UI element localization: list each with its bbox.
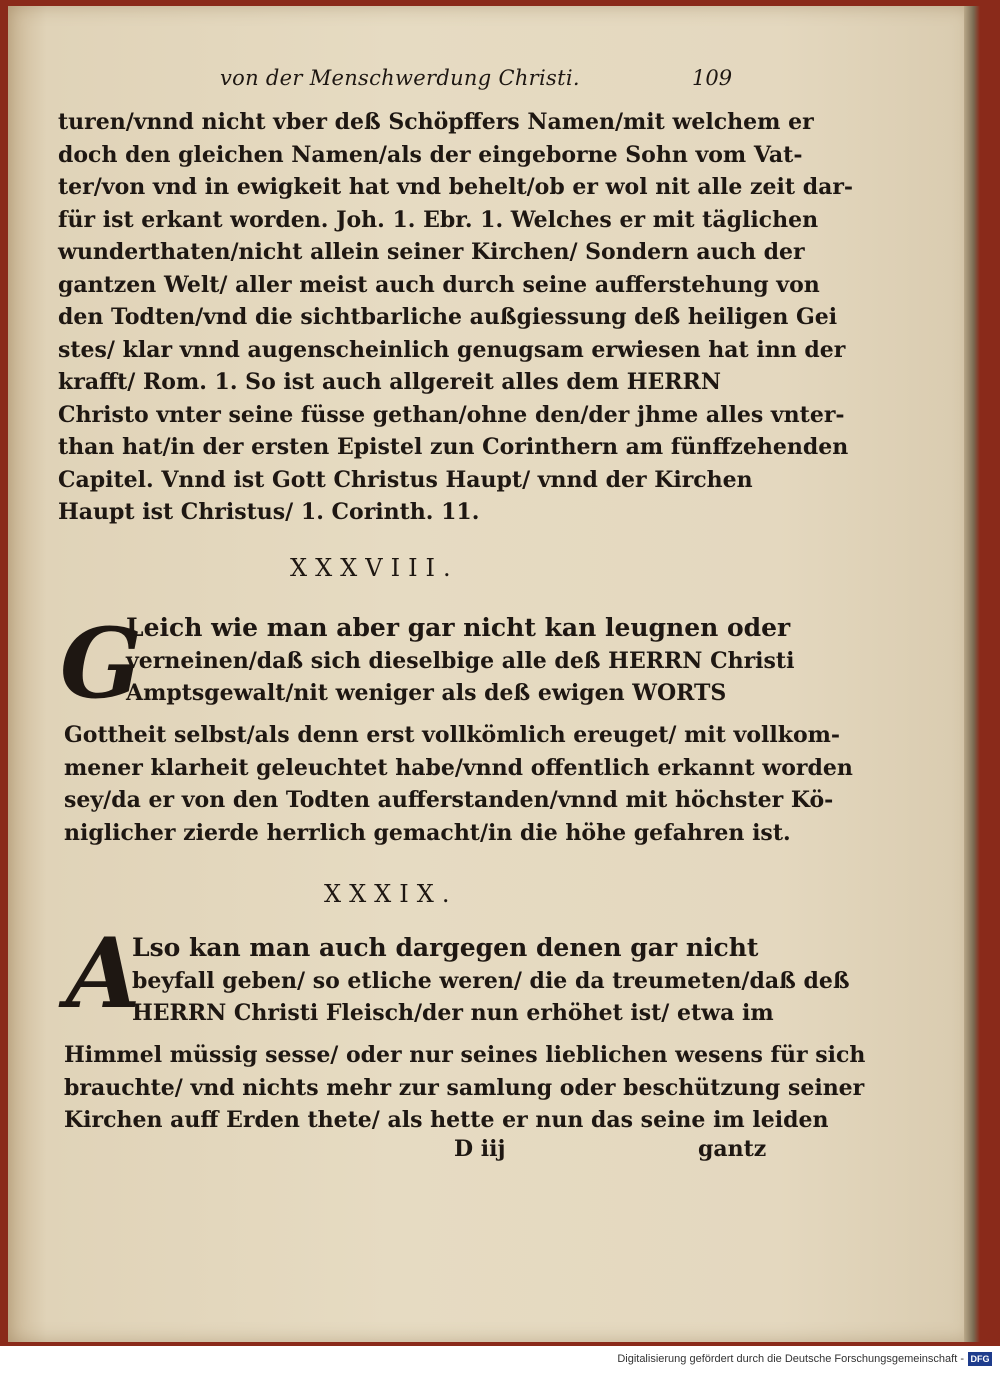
text-line: Lso kan man auch dargegen denen gar nicht (132, 933, 759, 962)
funding-credit: Digitalisierung gefördert durch die Deutsche Forschungsgemeinschaft - (617, 1353, 964, 1365)
text-line: Himmel müssig sesse/ oder nur seines lieblichen wesens für sich (64, 1042, 866, 1068)
text-line: stes/ klar vnnd augenscheinlich genugsam erwiesen hat inn der (58, 336, 846, 363)
text-line: verneinen/daß sich dieselbige alle deß HERRN Christi (126, 647, 795, 674)
text-line: beyfall geben/ so etliche weren/ die da treumeten/daß deß (132, 967, 850, 994)
text-line: niglicher zierde herrlich gemacht/in die höhe gefahren ist. (64, 819, 791, 846)
section-38-initial-lines (126, 612, 795, 710)
text-line: ter/von vnd in ewigkeit hat vnd behelt/ob er wol nit alle zeit dar- (58, 174, 854, 200)
drop-cap-initial: G (60, 607, 142, 720)
dfg-logo-icon: DFG (968, 1352, 992, 1366)
text-line: doch den gleichen Namen/als der eingeborne Sohn vom Vat- (58, 141, 803, 168)
text-line: wunderthaten/nicht allein seiner Kirchen/ Sondern auch der (58, 239, 805, 265)
text-line: Amptsgewalt/nit weniger als deß ewigen WORTS (126, 680, 727, 706)
text-line: brauchte/ vnd nichts mehr zur samlung oder beschützung seiner (64, 1074, 865, 1101)
section-39-paragraph (64, 1039, 866, 1137)
section-heading-38: XXXVIII. (290, 554, 459, 582)
text-line: gantzen Welt/ aller meist auch durch seine aufferstehung von (58, 271, 820, 298)
text-line: than hat/in der ersten Epistel zun Corinthern am fünffzehenden (58, 434, 849, 460)
text-line: Gottheit selbst/als denn erst vollkömlich ereuget/ mit vollkom- (64, 722, 841, 748)
footer (0, 1348, 1000, 1373)
text-line: Haupt ist Christus/ 1. Corinth. 11. (58, 499, 480, 525)
page-edge (964, 6, 980, 1342)
top-paragraph (58, 106, 854, 529)
text-line: turen/vnnd nicht vber deß Schöpffers Namen/mit welchem er (58, 109, 814, 135)
catchword: gantz (698, 1136, 767, 1162)
text-line: Christo vnter seine füsse gethan/ohne den/der jhme alles vnter- (58, 401, 845, 428)
page-number: 109 (692, 66, 733, 90)
text-line: Leich wie man aber gar nicht kan leugnen oder (126, 613, 791, 642)
text-line: sey/da er von den Todten aufferstanden/vnnd mit höchster Kö- (64, 787, 834, 813)
drop-cap-initial: A (66, 917, 141, 1030)
section-39-initial-lines (132, 932, 850, 1030)
signature-mark: D iij (454, 1136, 506, 1162)
text-line: für ist erkant worden. Joh. 1. Ebr. 1. Welches er mit täglichen (58, 206, 819, 233)
section-38-paragraph (64, 719, 853, 849)
text-line: den Todten/vnd die sichtbarliche außgiessung deß heiligen Gei (58, 304, 838, 330)
text-line: Kirchen auff Erden thete/ als hette er nun das seine im leiden (64, 1107, 829, 1133)
section-heading-39: XXXIX. (324, 880, 458, 908)
text-line: Capitel. Vnnd ist Gott Christus Haupt/ vnnd der Kirchen (58, 466, 753, 493)
text-line: mener klarheit geleuchtet habe/vnnd offentlich erkannt worden (64, 754, 853, 781)
text-line: krafft/ Rom. 1. So ist auch allgereit alles dem HERRN (58, 369, 721, 395)
running-head: von der Menschwerdung Christi. (220, 66, 580, 90)
text-line: HERRN Christi Fleisch/der nun erhöhet ist/ etwa im (132, 1000, 774, 1026)
book-page (8, 6, 972, 1342)
